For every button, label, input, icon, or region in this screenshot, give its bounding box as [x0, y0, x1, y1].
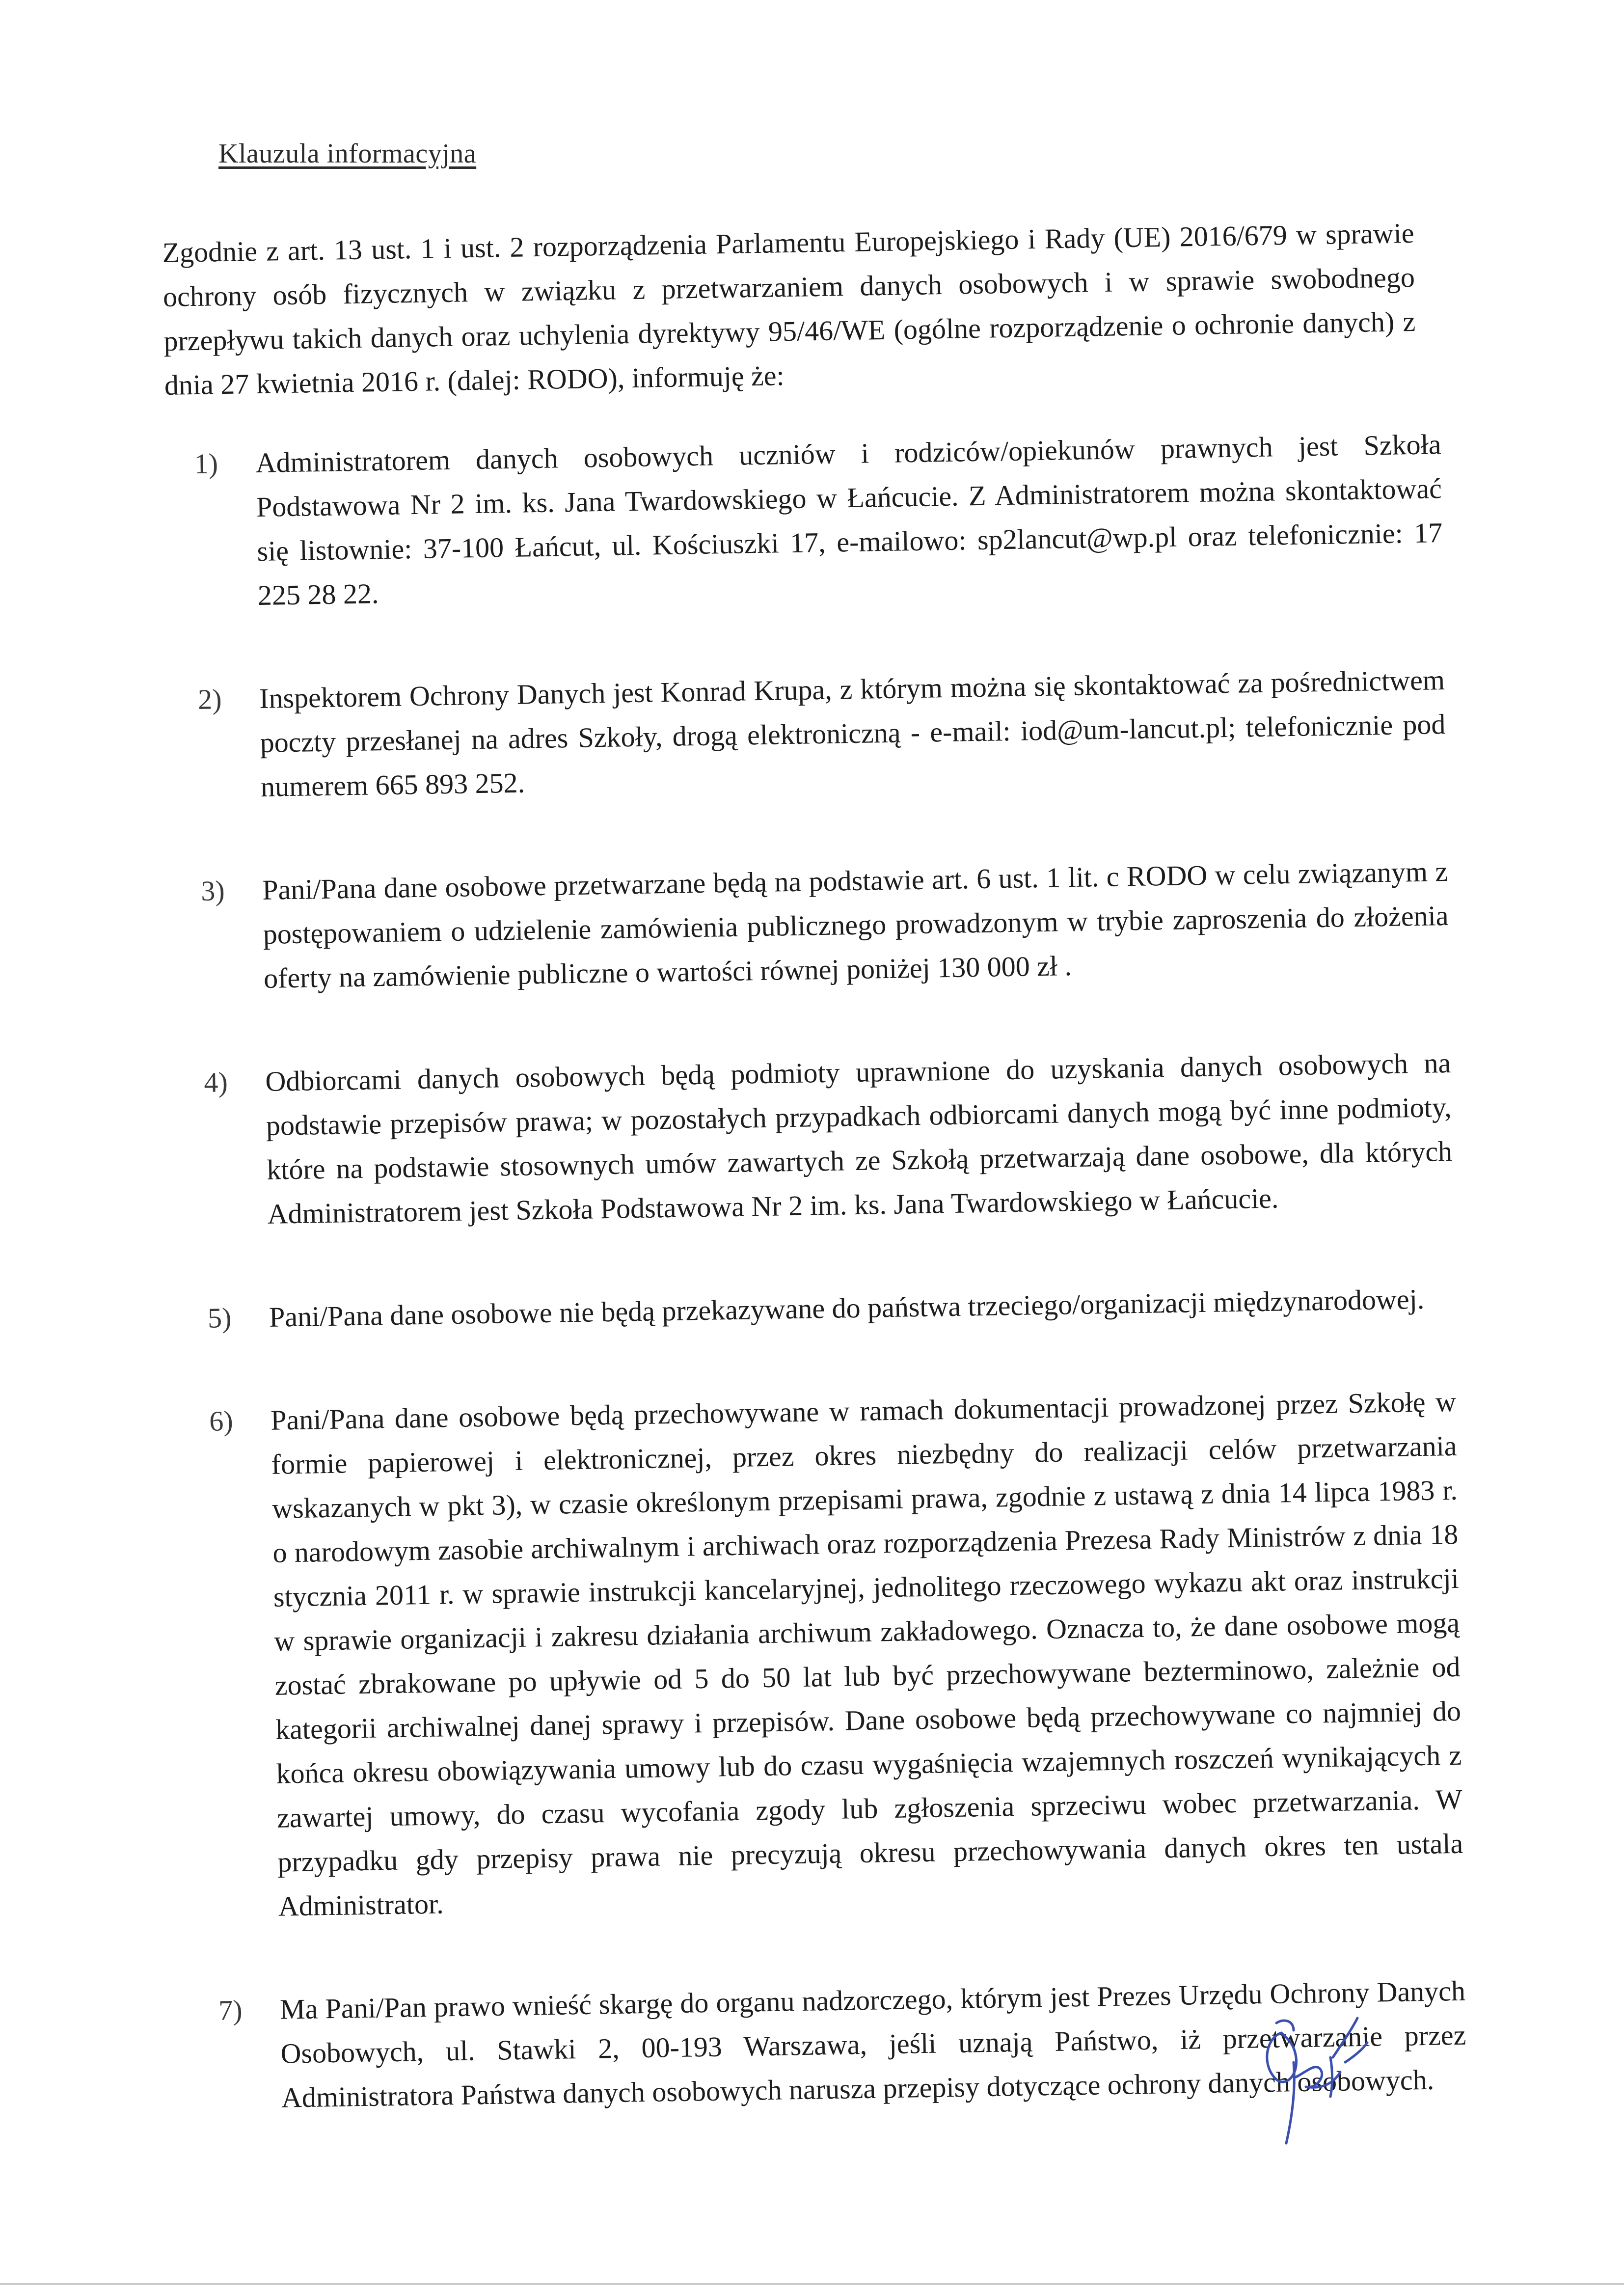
clause-item-6	[209, 1380, 1464, 1930]
scan-edge-line	[0, 2283, 1624, 2285]
clause-item-4	[204, 1041, 1453, 1237]
clause-text: Odbiorcami danych osobowych będą podmioty uprawnione do uzyskania danych osobowych na podstawie przepisów prawa; w pozostałych przypadkach odbiorcami danych mogą być inne podmioty, które na podstawie stosownych umów zawartych ze Szkołą przetwarzają dane osobowe, dla których Administratorem jest Szkoła Podstawowa Nr 2 im. ks. Jana Twardowskiego w Łańcucie.	[265, 1046, 1453, 1230]
clause-text: Administratorem danych osobowych uczniów i rodziców/opiekunów prawnych jest Szkoła Podstawowa Nr 2 im. ks. Jana Twardowskiego w Łańcucie. Z Administratorem można skontaktować się listownie: 37-100 Łańcut, ul. Kościuszki 17, e-mailowo: sp2lancut@wp.pl oraz telefonicznie: 17 225 28 22.	[255, 428, 1443, 611]
clause-text: Inspektorem Ochrony Danych jest Konrad Krupa, z którym można się skontaktować za pośrednictwem poczty przesłanej na adres Szkoły, drogą elektroniczną - e-mail: iod@um-lancut.pl; telefonicznie pod numerem 665 893 252.	[259, 664, 1446, 803]
clause-list	[194, 422, 1468, 2180]
clause-text: Pani/Pana dane osobowe nie będą przekazywane do państwa trzeciego/organizacji międzynarodowej.	[269, 1283, 1425, 1333]
clause-number: 1)	[194, 447, 218, 480]
clause-item-2	[198, 658, 1447, 810]
clause-number: 3)	[200, 875, 225, 907]
intro-paragraph: Zgodnie z art. 13 ust. 1 i ust. 2 rozporządzenia Parlamentu Europejskiego i Rady (UE) 2016/679 w sprawie ochrony osób fizycznych w związku z przetwarzaniem danych osobowych i w sprawie swobodnego przepływu takich danych oraz uchylenia dyrektywy 95/46/WE (ogólne rozporządzenie o ochronie danych) z dnia 27 kwietnia 2016 r. (dalej: RODO), informuję że:	[162, 217, 1416, 401]
clause-number: 5)	[207, 1302, 232, 1334]
clause-number: 2)	[197, 683, 222, 715]
clause-item-1	[194, 422, 1443, 619]
clause-number: 6)	[209, 1404, 234, 1437]
handwritten-signature	[1247, 2003, 1375, 2151]
clause-text: Pani/Pana dane osobowe przetwarzane będą na podstawie art. 6 ust. 1 lit. c RODO w celu związanym z postępowaniem o udzielenie zamówienia publicznego prowadzonym w trybie zaproszenia do złożenia oferty na zamówienie publiczne o wartości równej poniżej 130 000 zł .	[262, 855, 1449, 994]
document-title: Klauzula informacyjna	[218, 138, 477, 169]
clause-text: Pani/Pana dane osobowe będą przechowywane w ramach dokumentacji prowadzonej przez Szkołę w formie papierowej i elektronicznej, przez okres niezbędny do realizacji celów przetwarzania wskazanych w pkt 3), w czasie określonym przepisami prawa, zgodnie z ustawą z dnia 14 lipca 1983 r. o narodowym zasobie archiwalnym i archiwach oraz rozporządzenia Prezesa Rady Ministrów z dnia 18 stycznia 2011 r. w sprawie instrukcji kancelaryjnej, jednolitego rzeczowego wykazu akt oraz instrukcji w sprawie organizacji i zakresu działania archiwum zakładowego. Oznacza to, że dane osobowe mogą zostać zbrakowane po upływie od 5 do 50 lat lub być przechowywane bezterminowo, zależnie od kategorii archiwalnej danej sprawy i przepisów. Dane osobowe będą przechowywane co najmniej do końca okresu obowiązywania umowy lub do czasu wygaśnięcia wzajemnych roszczeń wynikających z zawartej umowy, do czasu wycofania zgody lub zgłoszenia sprzeciwu wobec przetwarzania. W przypadku gdy przepisy prawa nie precyzują okresu przechowywania danych okres ten ustala Administrator.	[270, 1385, 1463, 1922]
clause-item-3	[201, 849, 1450, 1002]
clause-number: 4)	[203, 1066, 228, 1098]
clause-item-5	[207, 1277, 1455, 1340]
clause-text: Ma Pani/Pan prawo wnieść skargę do organu nadzorczego, którym jest Prezes Urzędu Ochrony Danych Osobowych, ul. Stawki 2, 00-193 Warszawa, jeśli uznają Państwo, iż przetwarzanie przez Administratora Państwa danych osobowych narusza przepisy dotyczące ochrony danych osobowych.	[279, 1974, 1466, 2114]
clause-number: 7)	[218, 1994, 243, 2026]
